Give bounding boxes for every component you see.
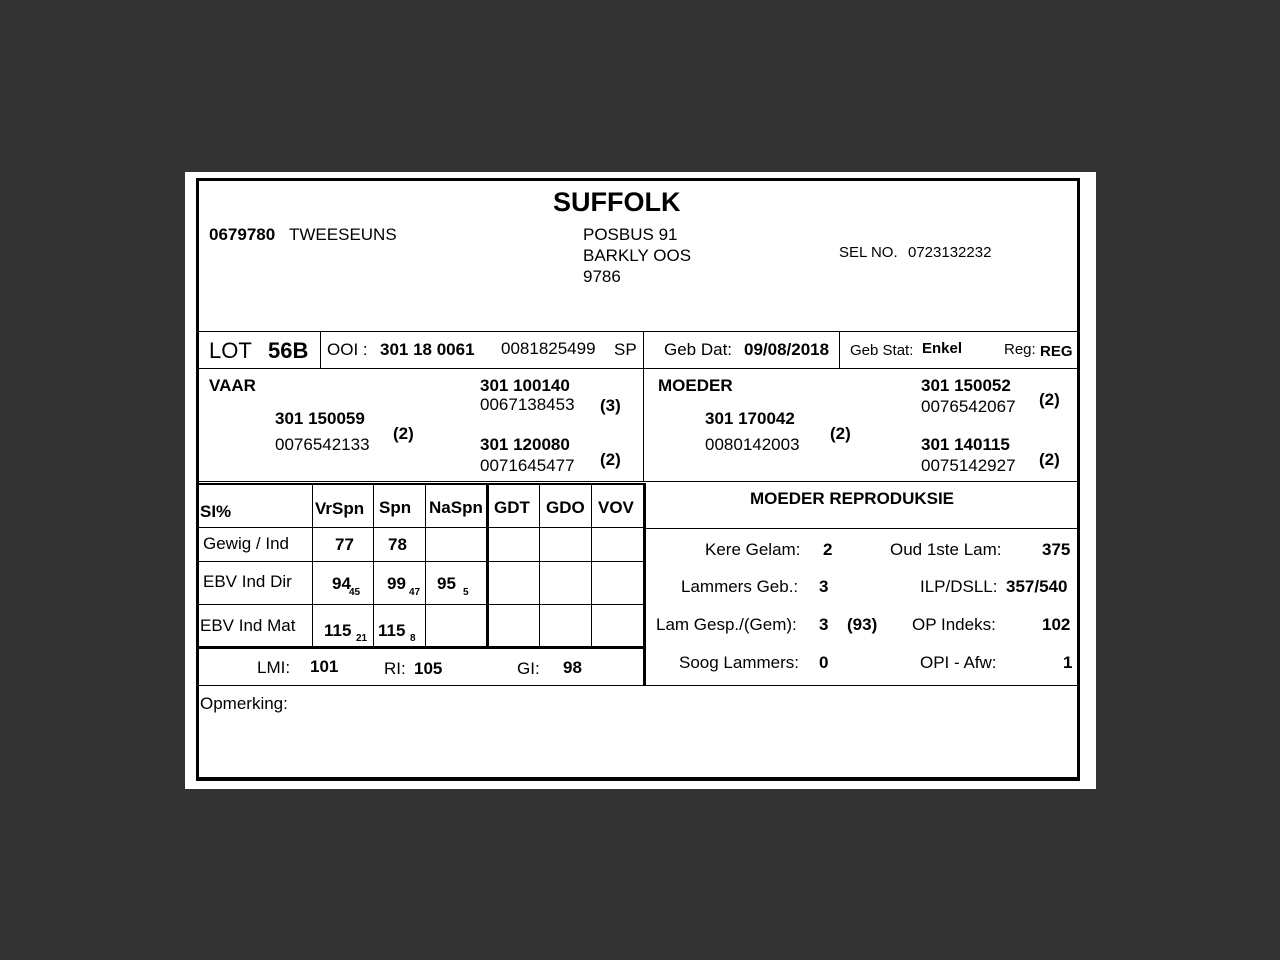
table-row2-line bbox=[199, 604, 643, 605]
divider-repro-title bbox=[646, 528, 1077, 529]
divider-remarks bbox=[199, 685, 1077, 686]
lammers-value: 3 bbox=[819, 577, 829, 596]
sire-id: 0076542133 bbox=[275, 435, 370, 454]
gi-label: GI: bbox=[517, 659, 540, 678]
dam-reg: 301 170042 bbox=[705, 409, 795, 428]
header-vov: VOV bbox=[598, 498, 634, 517]
mid-divider-bottom bbox=[643, 483, 646, 686]
address-line-2: BARKLY OOS bbox=[583, 246, 692, 265]
birth-date-label: Geb Dat: bbox=[664, 340, 733, 359]
remarks-label: Opmerking: bbox=[200, 694, 288, 713]
gi-value: 98 bbox=[563, 658, 582, 677]
ri-value: 105 bbox=[414, 659, 443, 678]
lmi-label: LMI: bbox=[257, 658, 291, 677]
divider-lot bbox=[199, 368, 1077, 369]
row-weight-spn: 78 bbox=[388, 535, 407, 554]
sire-label: VAAR bbox=[209, 376, 256, 395]
header-gdo: GDO bbox=[546, 498, 585, 517]
address-line-3: 9786 bbox=[583, 267, 621, 286]
cell-value: 0723132232 bbox=[908, 244, 992, 261]
col-line-2 bbox=[373, 485, 374, 646]
header-spn: Spn bbox=[379, 498, 412, 517]
header-gdt: GDT bbox=[494, 498, 530, 517]
soog-value: 0 bbox=[819, 653, 829, 672]
row-ebv-dir-spn-acc: 47 bbox=[409, 587, 421, 598]
kere-value: 2 bbox=[823, 540, 833, 559]
cell-label: SEL NO. bbox=[839, 244, 898, 261]
opi-label: OPI - Afw: bbox=[920, 653, 997, 672]
row-ebv-dir-label: EBV Ind Dir bbox=[203, 572, 292, 591]
row-ebv-mat-spn: 115 bbox=[378, 621, 406, 640]
dam-id: 0080142003 bbox=[705, 435, 800, 454]
birth-date-value: 09/08/2018 bbox=[744, 340, 830, 359]
birth-status-label: Geb Stat: bbox=[850, 342, 914, 359]
header-vrspn: VrSpn bbox=[315, 499, 365, 518]
sire-count: (2) bbox=[393, 424, 414, 443]
divider-header bbox=[199, 331, 1077, 332]
breed-title: SUFFOLK bbox=[553, 187, 681, 217]
sire-sire-id: 0067138453 bbox=[480, 395, 575, 414]
birth-status-value: Enkel bbox=[922, 340, 963, 357]
soog-label: Soog Lammers: bbox=[679, 653, 799, 672]
lot-value: 56B bbox=[268, 338, 309, 363]
sire-dam-id: 0071645477 bbox=[480, 456, 575, 475]
sire-dam-count: (2) bbox=[600, 450, 621, 469]
stat-divider bbox=[839, 331, 840, 368]
col-line-5 bbox=[539, 485, 540, 646]
table-row1-line bbox=[199, 561, 643, 562]
auction-card bbox=[196, 178, 1080, 781]
dam-label: MOEDER bbox=[658, 376, 733, 395]
kere-label: Kere Gelam: bbox=[705, 540, 801, 559]
row-ebv-dir-vrspn-acc: 45 bbox=[349, 587, 361, 598]
reg-label: Reg: bbox=[1004, 341, 1036, 358]
ilp-value: 357/540 bbox=[1006, 577, 1068, 596]
ooi-label: OOI : bbox=[327, 340, 368, 359]
reg-value: REG bbox=[1040, 343, 1073, 360]
repro-title: MOEDER REPRODUKSIE bbox=[750, 489, 955, 508]
oud-value: 375 bbox=[1042, 540, 1071, 559]
address-line-1: POSBUS 91 bbox=[583, 225, 678, 244]
row-ebv-mat-vrspn-acc: 21 bbox=[356, 633, 368, 644]
oud-label: Oud 1ste Lam: bbox=[890, 540, 1002, 559]
divider-table-top bbox=[199, 483, 645, 485]
col-line-4 bbox=[486, 485, 489, 646]
gesp-average: (93) bbox=[847, 615, 878, 634]
mid-divider-top bbox=[643, 331, 644, 481]
dam-dam-reg: 301 140115 bbox=[921, 435, 1010, 454]
dam-dam-count: (2) bbox=[1039, 450, 1060, 469]
ri-label: RI: bbox=[384, 659, 406, 678]
lot-label: LOT bbox=[209, 338, 252, 363]
col-line-1 bbox=[312, 485, 313, 646]
row-weight-vrspn: 77 bbox=[335, 535, 354, 554]
gesp-label: Lam Gesp./(Gem): bbox=[656, 615, 797, 634]
row-ebv-dir-naspn: 95 bbox=[437, 574, 456, 593]
dam-dam-id: 0075142927 bbox=[921, 456, 1016, 475]
dam-count: (2) bbox=[830, 424, 851, 443]
lammers-label: Lammers Geb.: bbox=[681, 577, 799, 596]
owner-name: TWEESEUNS bbox=[289, 225, 397, 244]
header-si: SI% bbox=[200, 502, 232, 521]
dam-sire-reg: 301 150052 bbox=[921, 376, 1011, 395]
header-naspn: NaSpn bbox=[429, 498, 483, 517]
owner-number: 0679780 bbox=[209, 225, 276, 244]
row-ebv-mat-vrspn: 115 bbox=[324, 621, 352, 640]
lot-divider bbox=[320, 331, 321, 368]
row-weight-label: Gewig / Ind bbox=[203, 534, 289, 553]
opi-value: 1 bbox=[1063, 653, 1073, 672]
ooi-id-number: 0081825499 bbox=[501, 339, 596, 358]
dam-sire-id: 0076542067 bbox=[921, 397, 1016, 416]
sire-dam-reg: 301 120080 bbox=[480, 435, 570, 454]
ooi-value: 301 18 0061 bbox=[380, 340, 475, 359]
sire-sire-reg: 301 100140 bbox=[480, 376, 570, 395]
sire-sire-count: (3) bbox=[600, 396, 621, 415]
dam-sire-count: (2) bbox=[1039, 390, 1060, 409]
row-ebv-dir-naspn-acc: 5 bbox=[463, 587, 469, 598]
sire-reg: 301 150059 bbox=[275, 409, 365, 428]
op-value: 102 bbox=[1042, 615, 1071, 634]
row-ebv-mat-spn-acc: 8 bbox=[410, 633, 416, 644]
gesp-value: 3 bbox=[819, 615, 829, 634]
table-bottom-line bbox=[199, 646, 645, 649]
row-ebv-mat-label: EBV Ind Mat bbox=[200, 616, 296, 635]
ilp-label: ILP/DSLL: bbox=[920, 577, 998, 596]
ooi-id-suffix: SP bbox=[614, 340, 637, 359]
col-line-6 bbox=[591, 485, 592, 646]
col-line-3 bbox=[425, 485, 426, 646]
row-ebv-dir-vrspn: 94 bbox=[332, 574, 351, 593]
lmi-value: 101 bbox=[310, 657, 339, 676]
op-label: OP Indeks: bbox=[912, 615, 996, 634]
row-ebv-dir-spn: 99 bbox=[387, 574, 406, 593]
table-header-line bbox=[199, 527, 643, 528]
divider-pedigree bbox=[199, 481, 1077, 482]
